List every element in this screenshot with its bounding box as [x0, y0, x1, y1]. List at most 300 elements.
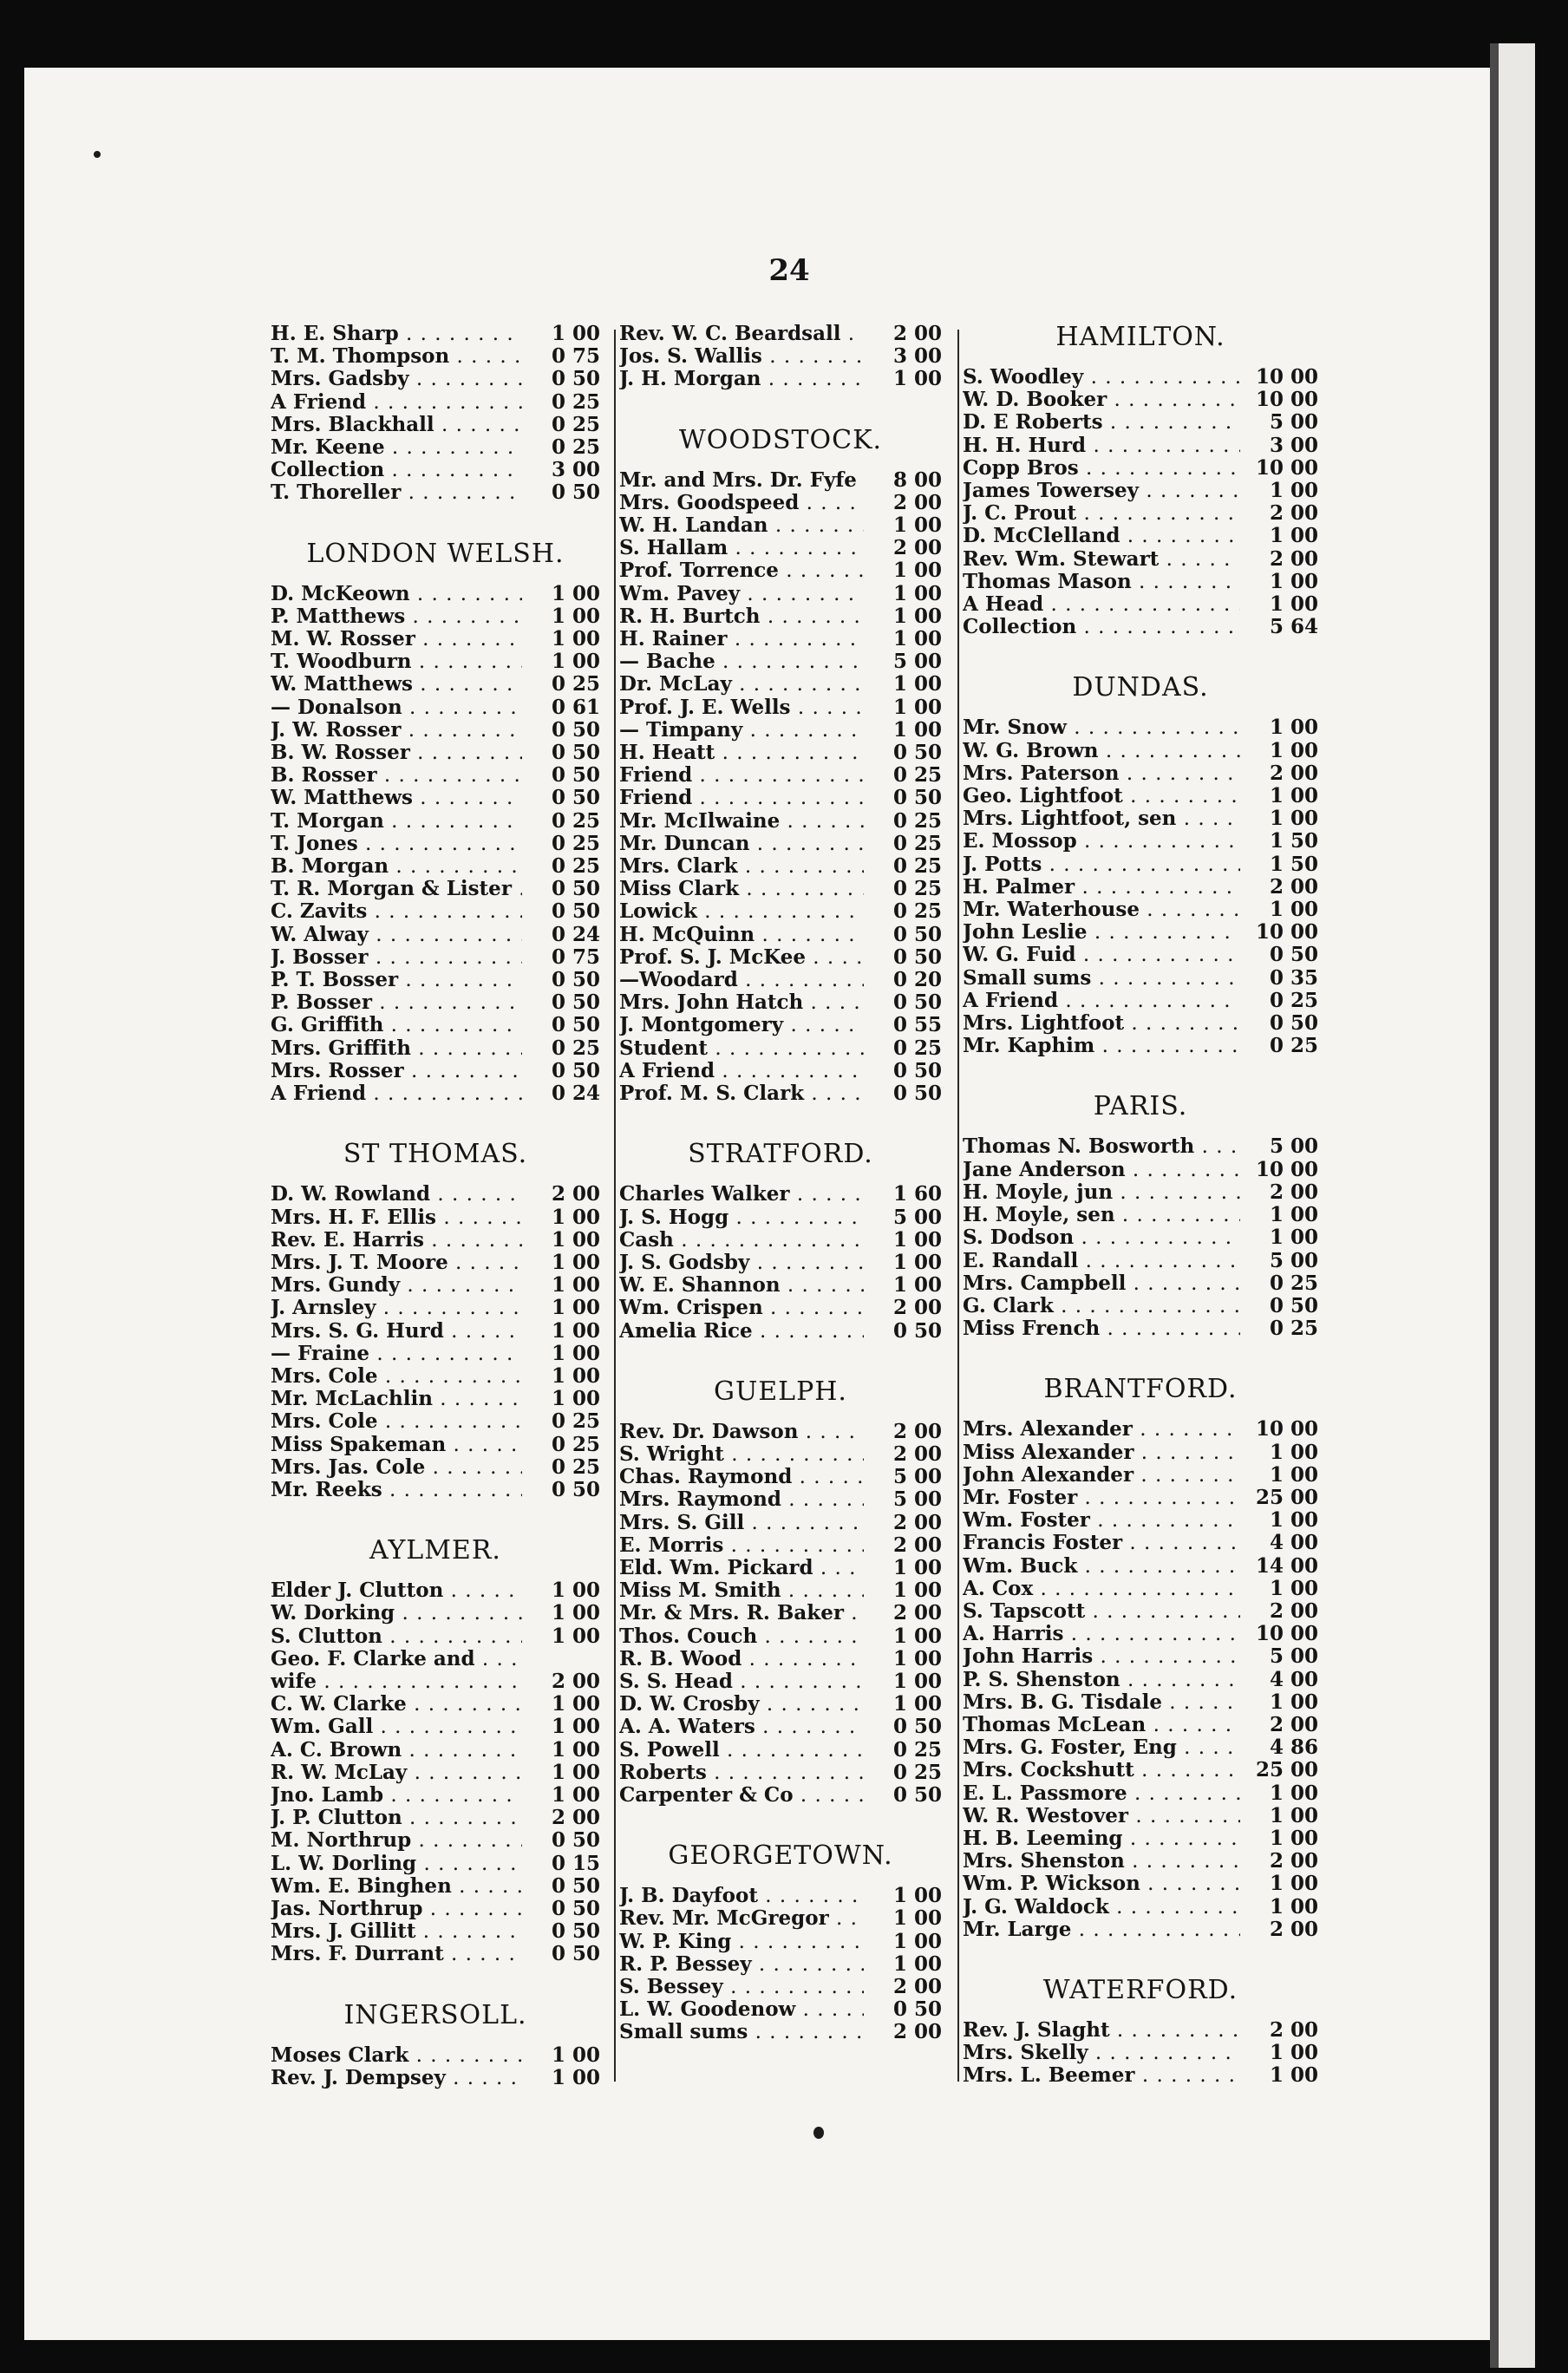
subscriber-row: [271, 1807, 600, 1829]
subscriber-name: E. Randall . . .: [963, 1250, 1240, 1272]
subscription-amount: 0 25: [551, 808, 600, 833]
subscription-amount: 0 50: [551, 480, 600, 505]
subscription-amount: 1 00: [1269, 1226, 1318, 1250]
subscriber-row: [963, 1850, 1318, 1873]
subscriber-row: [619, 1229, 942, 1252]
subscriber-name: Wm. Foster . . .: [963, 1509, 1240, 1532]
subscription-amount: 0 25: [551, 1409, 600, 1434]
subscriber-name: Charles Walker . . .: [619, 1183, 864, 1206]
subscriber-row: [619, 946, 942, 969]
subscriber-name: A Friend . . .: [619, 1060, 864, 1082]
subscriber-row: [963, 616, 1318, 638]
subscription-amount: 0 50: [551, 899, 600, 924]
subscription-amount: 0 25: [551, 854, 600, 879]
subscription-amount: 0 25: [551, 1432, 600, 1456]
subscription-amount: 1 00: [892, 672, 942, 696]
subscription-amount: 0 50: [551, 741, 600, 765]
subscription-amount: 0 50: [892, 1715, 942, 1739]
subscriber-name: G. Griffith . . .: [271, 1014, 522, 1036]
subscriber-name: Jos. S. Wallis . . .: [619, 345, 864, 368]
subscriber-name: W. R. Westover . . .: [963, 1805, 1240, 1827]
subscriber-name: A Friend . . .: [963, 990, 1240, 1012]
subscriber-row: [963, 807, 1318, 830]
subscriber-name: Thos. Couch . . .: [619, 1625, 864, 1648]
subscriber-name: Prof. J. E. Wells . . .: [619, 696, 864, 719]
section-heading: AYLMER.: [369, 1535, 501, 1566]
subscriber-name: Wm. Gall . . .: [271, 1716, 522, 1738]
subscriber-name: J. Montgomery . . .: [619, 1014, 864, 1036]
subscription-amount: 1 00: [551, 1273, 600, 1298]
subscriber-row: [619, 1421, 942, 1443]
subscription-amount: 0 50: [892, 945, 942, 969]
subscriber-name: W. G. Fuid . . .: [963, 944, 1240, 966]
subscriber-name: James Towersey . . .: [963, 480, 1240, 502]
subscriber-name: J. S. Godsby . . .: [619, 1252, 864, 1274]
subscription-amount: 2 00: [892, 1974, 942, 1998]
subscription-amount: 10 00: [1255, 1157, 1318, 1181]
subscription-amount: 0 50: [551, 1942, 600, 1966]
subscription-amount: 0 50: [551, 968, 600, 992]
subscriber-name: Rev. Wm. Stewart . . .: [963, 548, 1240, 571]
subscriber-row: [963, 389, 1318, 411]
subscriber-row: [619, 1716, 942, 1738]
subscription-amount: 3 00: [551, 458, 600, 482]
subscriber-name: J. H. Morgan . . .: [619, 368, 864, 390]
subscriber-row: [271, 1410, 600, 1433]
subscriber-row: [271, 628, 600, 650]
subscriber-row: [271, 650, 600, 673]
subscriber-row: [271, 1920, 600, 1943]
subscriber-name: Amelia Rice . . .: [619, 1320, 864, 1343]
subscriber-row: [963, 1204, 1318, 1226]
subscriber-row: [271, 605, 600, 628]
section-heading: STRATFORD.: [688, 1139, 873, 1170]
subscription-amount: 0 61: [551, 695, 600, 719]
subscriber-name: A. C. Brown . . .: [271, 1739, 522, 1762]
subscriber-row: [963, 1714, 1318, 1736]
subscription-amount: 2 00: [1269, 761, 1318, 785]
subscriber-row: [619, 855, 942, 878]
subscriber-row: [619, 1557, 942, 1579]
subscription-amount: 10 00: [1255, 365, 1318, 389]
subscription-amount: 0 75: [551, 945, 600, 969]
subscription-amount: 0 25: [551, 412, 600, 436]
subscriber-row: [963, 1736, 1318, 1759]
subscriber-name: Mrs. Paterson . . .: [963, 762, 1240, 785]
subscriber-name: Mr. McLachlin . . .: [271, 1388, 522, 1410]
subscriber-row: [963, 1691, 1318, 1714]
subscription-amount: 4 00: [1269, 1531, 1318, 1555]
subscriber-name: P. Bosser . . .: [271, 991, 522, 1014]
subscriber-name: Mrs. G. Foster, Eng . . .: [963, 1736, 1240, 1759]
subscriber-row: [963, 1159, 1318, 1181]
subscriber-name: Wm. P. Wickson . . .: [963, 1873, 1240, 1895]
subscriber-row: [271, 481, 600, 504]
subscription-amount: 0 50: [892, 1318, 942, 1343]
subscriber-row: [271, 1456, 600, 1479]
subscriber-name: J. B. Dayfoot . . .: [619, 1885, 864, 1907]
subscriber-row: [963, 1317, 1318, 1340]
section-heading: WOODSTOCK.: [678, 424, 883, 455]
subscription-amount: 2 00: [1269, 874, 1318, 899]
subscriber-name: Mrs. Rosser . . .: [271, 1060, 522, 1082]
subscriber-row: [271, 414, 600, 436]
subscriber-name: Rev. J. Dempsey . . .: [271, 2067, 522, 2089]
subscription-amount: 0 25: [1269, 1317, 1318, 1341]
subscriber-name: R. B. Wood . . .: [619, 1648, 864, 1670]
subscriber-name: Prof. S. J. McKee . . .: [619, 946, 864, 969]
subscriber-name: Thomas McLean . . .: [963, 1714, 1240, 1736]
subscriber-row: [619, 810, 942, 833]
subscriber-row: [963, 1135, 1318, 1158]
subscriber-name: M. Northrup . . .: [271, 1829, 522, 1852]
subscriber-name: H. Rainer . . .: [619, 628, 864, 650]
subscriber-row: [271, 719, 600, 742]
subscription-amount: 1 00: [892, 1884, 942, 1908]
subscription-amount: 0 25: [892, 1760, 942, 1784]
subscriber-name: W. Matthews . . .: [271, 673, 522, 696]
subscription-amount: 2 00: [1269, 501, 1318, 526]
subscriber-row: [963, 853, 1318, 876]
subscriber-row: [619, 878, 942, 900]
subscriber-name: Mrs. S. Gill . . .: [619, 1512, 864, 1534]
subscription-amount: 1 00: [892, 559, 942, 583]
section-heading: PARIS.: [1093, 1091, 1188, 1122]
subscriber-row: [271, 810, 600, 833]
subscriber-row: [271, 1693, 600, 1716]
subscriber-name: A. Cox . . .: [963, 1578, 1240, 1600]
subscriber-name: Mr. Keene . . .: [271, 436, 522, 459]
subscription-amount: 1 00: [1269, 1440, 1318, 1464]
subscriber-row: [619, 514, 942, 537]
subscriber-name: Student . . .: [619, 1037, 864, 1060]
subscription-amount: 10 00: [1255, 455, 1318, 480]
subscriber-row: [963, 830, 1318, 853]
subscriber-row: [619, 1885, 942, 1907]
subscriber-name: Mrs. J. Gillitt . . .: [271, 1920, 522, 1943]
subscriber-row: [619, 368, 942, 390]
subscriber-row: [619, 492, 942, 514]
subscriber-row: [271, 459, 600, 481]
subscriber-row: [271, 787, 600, 809]
subscription-amount: 5 00: [1269, 1644, 1318, 1669]
subscription-amount: 1 00: [1269, 1576, 1318, 1600]
subscriber-row: [271, 764, 600, 787]
subscription-section: [963, 1375, 1318, 1941]
subscriber-row: [271, 924, 600, 946]
subscriber-row: [619, 1762, 942, 1784]
subscriber-name: G. Clark . . .: [963, 1295, 1240, 1317]
subscription-amount: 0 25: [551, 1455, 600, 1479]
subscriber-row: [963, 1035, 1318, 1057]
subscriber-name: Rev. W. C. Beardsall . . .: [619, 323, 864, 345]
subscriber-name: C. Zavits . . .: [271, 900, 522, 923]
subscriber-row: [963, 1600, 1318, 1623]
subscriber-row: [963, 411, 1318, 434]
subscription-section: [619, 1377, 942, 1807]
subscriber-row: [271, 1898, 600, 1920]
subscriber-row: [619, 1037, 942, 1060]
subscription-section: [271, 323, 600, 505]
ink-speck: [94, 151, 101, 158]
subscriber-row: [963, 1645, 1318, 1668]
subscriber-row: [271, 969, 600, 991]
subscription-amount: 0 50: [892, 922, 942, 946]
subscription-section: [619, 1140, 942, 1342]
subscription-amount: 2 00: [892, 1510, 942, 1534]
subscriber-row: [271, 1625, 600, 1648]
subscriber-row: [271, 1829, 600, 1852]
subscriber-name: H. Palmer . . .: [963, 876, 1240, 899]
subscriber-row: [619, 1670, 942, 1693]
subscription-amount: 1 00: [1269, 1508, 1318, 1533]
subscriber-name: Chas. Raymond . . .: [619, 1466, 864, 1488]
page-edge: [1490, 43, 1535, 2368]
column-2: [619, 323, 942, 2044]
subscriber-row: [619, 1739, 942, 1762]
subscriber-name: Mr. and Mrs. Dr. Fyfe . . .: [619, 469, 864, 492]
subscriber-row: [619, 605, 942, 628]
subscriber-name: E. L. Passmore . . .: [963, 1782, 1240, 1805]
subscription-section: [619, 1841, 942, 2043]
subscriber-row: [619, 1206, 942, 1229]
subscription-amount: 1 00: [892, 1646, 942, 1670]
subscriber-row: [271, 1434, 600, 1456]
subscription-amount: 5 00: [1269, 410, 1318, 435]
subscriber-row: [963, 1669, 1318, 1691]
subscription-amount: 4 86: [1269, 1736, 1318, 1760]
subscription-amount: 0 25: [892, 808, 942, 833]
subscription-amount: 2 00: [892, 490, 942, 514]
subscriber-row: [271, 1365, 600, 1388]
subscriber-row: [271, 946, 600, 969]
subscription-amount: 1 00: [1269, 716, 1318, 740]
subscriber-name: L. W. Dorling . . .: [271, 1853, 522, 1875]
subscriber-name: Thomas Mason . . .: [963, 571, 1240, 593]
subscriber-name: Collection . . .: [963, 616, 1240, 638]
subscriber-name: S. Powell . . .: [619, 1739, 864, 1762]
column-rule: [957, 330, 959, 2082]
subscriber-name: D. W. Rowland . . .: [271, 1183, 522, 1206]
subscriber-name: Mrs. B. G. Tisdale . . .: [963, 1691, 1240, 1714]
subscription-amount: 5 00: [892, 1205, 942, 1229]
subscription-amount: 0 50: [892, 786, 942, 810]
subscription-amount: 0 25: [551, 389, 600, 414]
subscriber-name: Miss French . . .: [963, 1317, 1240, 1340]
subscription-amount: 0 15: [551, 1851, 600, 1875]
subscription-amount: 0 50: [892, 1782, 942, 1807]
subscription-amount: 1 00: [1269, 784, 1318, 808]
subscriber-name: Mr. McIlwaine . . .: [619, 810, 864, 833]
subscriber-row: [963, 2042, 1318, 2064]
subscription-amount: 2 00: [1269, 1712, 1318, 1736]
subscriber-name: Mr. Large . . .: [963, 1919, 1240, 1941]
subscription-amount: 1 00: [551, 1296, 600, 1320]
subscriber-row: [271, 323, 600, 345]
subscriber-row: [963, 944, 1318, 966]
subscription-amount: 1 00: [892, 1624, 942, 1648]
subscriber-name: Miss Spakeman . . .: [271, 1434, 522, 1456]
subscription-amount: 2 00: [1269, 1598, 1318, 1623]
subscriber-row: [271, 696, 600, 719]
subscriber-name: Mrs. Raymond . . .: [619, 1488, 864, 1511]
subscriber-row: [271, 1206, 600, 1229]
subscriber-name: P. S. Shenston . . .: [963, 1669, 1240, 1691]
subscriber-row: [619, 833, 942, 855]
subscriber-row: [963, 1012, 1318, 1035]
subscriber-row: [271, 368, 600, 390]
subscriber-name: D. McKeown . . .: [271, 583, 522, 605]
subscriber-name: Rev. Dr. Dawson . . .: [619, 1421, 864, 1443]
subscription-amount: 0 50: [892, 1997, 942, 2022]
subscriber-name: —Woodard . . .: [619, 969, 864, 991]
subscription-amount: 1 00: [892, 581, 942, 605]
subscriber-name: Lowick . . .: [619, 900, 864, 923]
subscriber-row: [963, 1759, 1318, 1781]
subscriber-name: Copp Bros . . .: [963, 457, 1240, 480]
subscription-amount: 2 00: [892, 536, 942, 560]
subscription-amount: 1 00: [1269, 1826, 1318, 1850]
subscription-amount: 5 00: [1269, 1134, 1318, 1159]
subscription-amount: 2 00: [892, 1533, 942, 1557]
subscription-amount: 1 00: [1269, 569, 1318, 593]
subscription-amount: 1 00: [1269, 1203, 1318, 1227]
subscriber-row: [963, 1272, 1318, 1295]
subscription-amount: 1 00: [1269, 1803, 1318, 1827]
subscription-amount: 3 00: [892, 344, 942, 369]
subscription-amount: 1 00: [551, 1387, 600, 1411]
section-heading: BRANTFORD.: [1043, 1374, 1238, 1405]
subscriber-name: Mr. Kaphim . . .: [963, 1035, 1240, 1057]
subscriber-name: L. W. Goodenow . . .: [619, 1998, 864, 2021]
subscription-amount: 1 00: [892, 367, 942, 391]
subscription-amount: 2 00: [551, 1182, 600, 1206]
subscription-amount: 1 00: [1269, 1872, 1318, 1896]
subscriber-row: [271, 1648, 600, 1670]
subscriber-name: Mrs. John Hatch . . .: [619, 991, 864, 1014]
section-heading: HAMILTON.: [1055, 322, 1225, 352]
subscriber-name: John Harris . . .: [963, 1645, 1240, 1668]
subscriber-row: [963, 716, 1318, 739]
subscription-amount: 2 00: [551, 1806, 600, 1830]
subscriber-row: [271, 1014, 600, 1036]
subscriber-name: Jno. Lamb . . .: [271, 1784, 522, 1807]
subscriber-row: [619, 719, 942, 742]
subscription-amount: 1 00: [1269, 592, 1318, 617]
subscriber-row: [271, 1579, 600, 1602]
subscriber-name: Mrs. Goodspeed . . .: [619, 492, 864, 514]
subscription-amount: 1 00: [1269, 898, 1318, 922]
subscriber-name: S. Clutton . . .: [271, 1625, 522, 1648]
subscriber-row: [963, 1181, 1318, 1204]
subscription-amount: 8 00: [892, 467, 942, 492]
subscriber-name: J. P. Clutton . . .: [271, 1807, 522, 1829]
subscription-amount: 0 55: [892, 1013, 942, 1037]
subscription-amount: 0 50: [551, 717, 600, 742]
subscriber-name: Carpenter & Co . . .: [619, 1784, 864, 1807]
subscription-amount: 14 00: [1255, 1553, 1318, 1578]
subscriber-row: [271, 1670, 600, 1693]
subscriber-row: [271, 1037, 600, 1060]
subscriber-row: [619, 787, 942, 809]
subscriber-name: Mrs. Alexander . . .: [963, 1418, 1240, 1441]
subscriber-name: Roberts . . .: [619, 1762, 864, 1784]
section-heading: GUELPH.: [714, 1376, 847, 1407]
subscriber-row: [619, 696, 942, 719]
subscription-amount: 0 50: [1269, 1011, 1318, 1036]
subscriber-name: J. W. Rosser . . .: [271, 719, 522, 742]
subscriber-row: [619, 1976, 942, 1998]
subscriber-name: S. Tapscott . . .: [963, 1600, 1240, 1623]
subscriber-row: [963, 1623, 1318, 1645]
subscription-amount: 1 00: [892, 1692, 942, 1716]
section-heading: DUNDAS.: [1072, 672, 1209, 703]
subscriber-row: [271, 1943, 600, 1965]
subscriber-name: Mrs. J. T. Moore . . .: [271, 1252, 522, 1274]
subscriber-name: Wm. E. Binghen . . .: [271, 1875, 522, 1898]
subscriber-row: [271, 855, 600, 878]
subscriber-row: [271, 345, 600, 368]
ink-speck: [813, 2127, 824, 2139]
subscriber-name: — Fraine . . .: [271, 1343, 522, 1365]
subscription-amount: 1 00: [551, 604, 600, 628]
subscription-amount: 25 00: [1255, 1485, 1318, 1509]
subscriber-row: [619, 1014, 942, 1036]
subscriber-name: T. M. Thompson . . .: [271, 345, 522, 368]
subscriber-row: [619, 991, 942, 1014]
subscriber-row: [619, 1252, 942, 1274]
subscriber-row: [271, 1274, 600, 1297]
subscriber-name: C. W. Clarke . . .: [271, 1693, 522, 1716]
subscription-amount: 2 00: [551, 1669, 600, 1693]
subscriber-name: Jas. Northrup . . .: [271, 1898, 522, 1920]
subscription-amount: 1 00: [551, 627, 600, 651]
subscriber-row: [619, 969, 942, 991]
subscriber-name: — Donalson . . .: [271, 696, 522, 719]
subscriber-row: [271, 1183, 600, 1206]
subscriber-row: [963, 1919, 1318, 1941]
subscriber-row: [963, 1532, 1318, 1554]
subscriber-row: [963, 1226, 1318, 1249]
subscriber-name: Rev. J. Slaght . . .: [963, 2019, 1240, 2042]
subscriber-row: [271, 833, 600, 855]
subscriber-name: Mrs. Gundy . . .: [271, 1274, 522, 1297]
subscriber-row: [963, 457, 1318, 480]
subscriber-name: Wm. Crispen . . .: [619, 1297, 864, 1319]
subscriber-name: H. Moyle, jun . . .: [963, 1181, 1240, 1204]
subscriber-row: [619, 1579, 942, 1602]
subscription-amount: 0 50: [551, 1477, 600, 1501]
subscription-amount: 0 20: [892, 968, 942, 992]
subscriber-row: [619, 1693, 942, 1716]
subscriber-row: [963, 435, 1318, 457]
subscriber-row: [271, 1388, 600, 1410]
subscription-amount: 0 50: [1269, 1293, 1318, 1317]
subscriber-name: Mrs. Jas. Cole . . .: [271, 1456, 522, 1479]
subscriber-row: [619, 1320, 942, 1343]
subscription-amount: 1 00: [1269, 1781, 1318, 1805]
subscriber-name: P. T. Bosser . . .: [271, 969, 522, 991]
subscription-amount: 1 00: [892, 1906, 942, 1931]
subscriber-name: Eld. Wm. Pickard . . .: [619, 1557, 864, 1579]
subscriber-row: [619, 583, 942, 605]
subscription-amount: 1 00: [892, 1951, 942, 1976]
subscriber-name: S. Bessey . . .: [619, 1976, 864, 1998]
subscriber-name: Mrs. F. Durrant . . .: [271, 1943, 522, 1965]
subscriber-name: Miss Alexander . . .: [963, 1441, 1240, 1464]
subscriber-name: A. A. Waters . . .: [619, 1716, 864, 1738]
subscription-amount: 2 00: [892, 1296, 942, 1320]
